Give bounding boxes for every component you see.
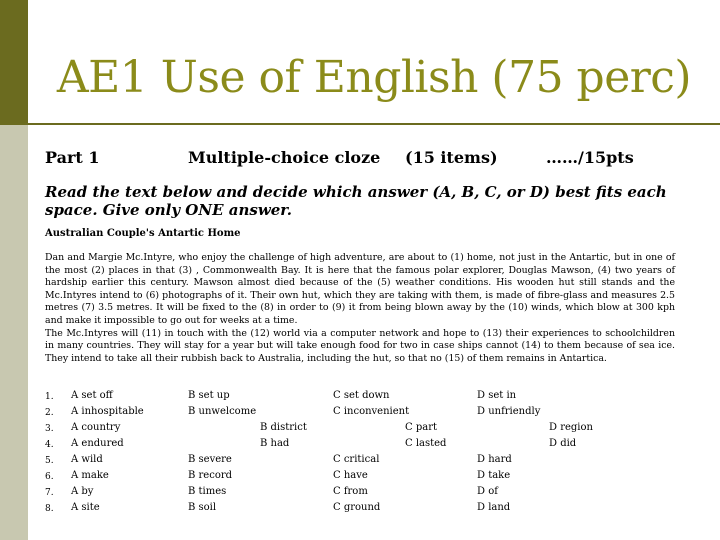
paragraph-2: The Mc.Intyres will (11) in touch with the (12) world via a computer network and hope to (13) their experiences to schoolchildren in many countries. They will stay for a year but will take enough food for two in case ships cannot (14) to them because of sea ice. They intend to take all their rubbish back to Australia, including the hut, so that no (15) of them remains in Antartica. bbox=[45, 327, 675, 364]
option-b: B unwelcome bbox=[188, 406, 257, 417]
option-a: A inhospitable bbox=[71, 406, 144, 417]
item-number: 4. bbox=[45, 440, 54, 450]
option-a: A site bbox=[71, 502, 100, 513]
item-number: 6. bbox=[45, 472, 54, 482]
article-title: Australian Couple's Antartic Home bbox=[45, 228, 241, 239]
option-c: C set down bbox=[333, 390, 390, 401]
option-b: B soil bbox=[188, 502, 217, 513]
option-d: D of bbox=[477, 486, 498, 497]
score-field: ……/15pts bbox=[546, 148, 634, 167]
task-type: Multiple-choice cloze bbox=[188, 148, 381, 167]
option-c: C lasted bbox=[405, 438, 447, 449]
part-label: Part 1 bbox=[45, 148, 100, 167]
option-b: B district bbox=[260, 422, 307, 433]
option-c: C have bbox=[333, 470, 368, 481]
option-c: C ground bbox=[333, 502, 381, 513]
item-number: 1. bbox=[45, 392, 54, 402]
option-d: D set in bbox=[477, 390, 517, 401]
option-d: D hard bbox=[477, 454, 512, 465]
item-number: 8. bbox=[45, 504, 54, 514]
paragraph-1: Dan and Margie Mc.Intyre, who enjoy the challenge of high adventure, are about to (1) home, not just in the Antartic, but in one of the most (2) places in that (3) , Commonwealth Bay. It is here that the famous polar explorer, Douglas Mawson, (4) two years of hardship earlier this century. Mawson almost died because of the (5) weather conditions. His wooden hut still stands and the Mc.Intyres intend to (6) photographs of it. Their own hut, which they are taking with them, is made of fibre-glass and measures 2.5 metres (7) 3.5 metres. It will be fixed to the (8) in order to (9) it from being blown away by the (10) winds, which blow at 300 kph and make it impossible to go out for weeks at a time. bbox=[45, 252, 675, 326]
side-accent-bar bbox=[0, 0, 28, 540]
option-c: C inconvenient bbox=[333, 406, 410, 417]
option-d: D did bbox=[549, 438, 577, 449]
option-a: A by bbox=[71, 486, 94, 497]
item-number: 7. bbox=[45, 488, 54, 498]
option-a: A set off bbox=[71, 390, 113, 401]
option-a: A make bbox=[71, 470, 109, 481]
option-a: A wild bbox=[71, 454, 103, 465]
slide-title: AE1 Use of English (75 perc) bbox=[56, 52, 692, 103]
option-d: D region bbox=[549, 422, 593, 433]
option-a: A endured bbox=[71, 438, 124, 449]
item-number: 3. bbox=[45, 424, 54, 434]
option-d: D take bbox=[477, 470, 511, 481]
option-b: B had bbox=[260, 438, 290, 449]
option-c: C critical bbox=[333, 454, 380, 465]
item-number: 2. bbox=[45, 408, 54, 418]
option-d: D unfriendly bbox=[477, 406, 541, 417]
option-d: D land bbox=[477, 502, 511, 513]
instructions: Read the text below and decide which answer (A, B, C, or D) best fits each space. Give only ONE answer. bbox=[45, 183, 667, 219]
option-b: B set up bbox=[188, 390, 230, 401]
item-number: 5. bbox=[45, 456, 54, 466]
option-a: A country bbox=[71, 422, 121, 433]
title-rule bbox=[28, 123, 720, 125]
passage bbox=[45, 252, 675, 365]
option-b: B times bbox=[188, 486, 227, 497]
option-b: B severe bbox=[188, 454, 232, 465]
option-b: B record bbox=[188, 470, 233, 481]
option-c: C from bbox=[333, 486, 368, 497]
option-c: C part bbox=[405, 422, 437, 433]
item-count: (15 items) bbox=[405, 148, 498, 167]
